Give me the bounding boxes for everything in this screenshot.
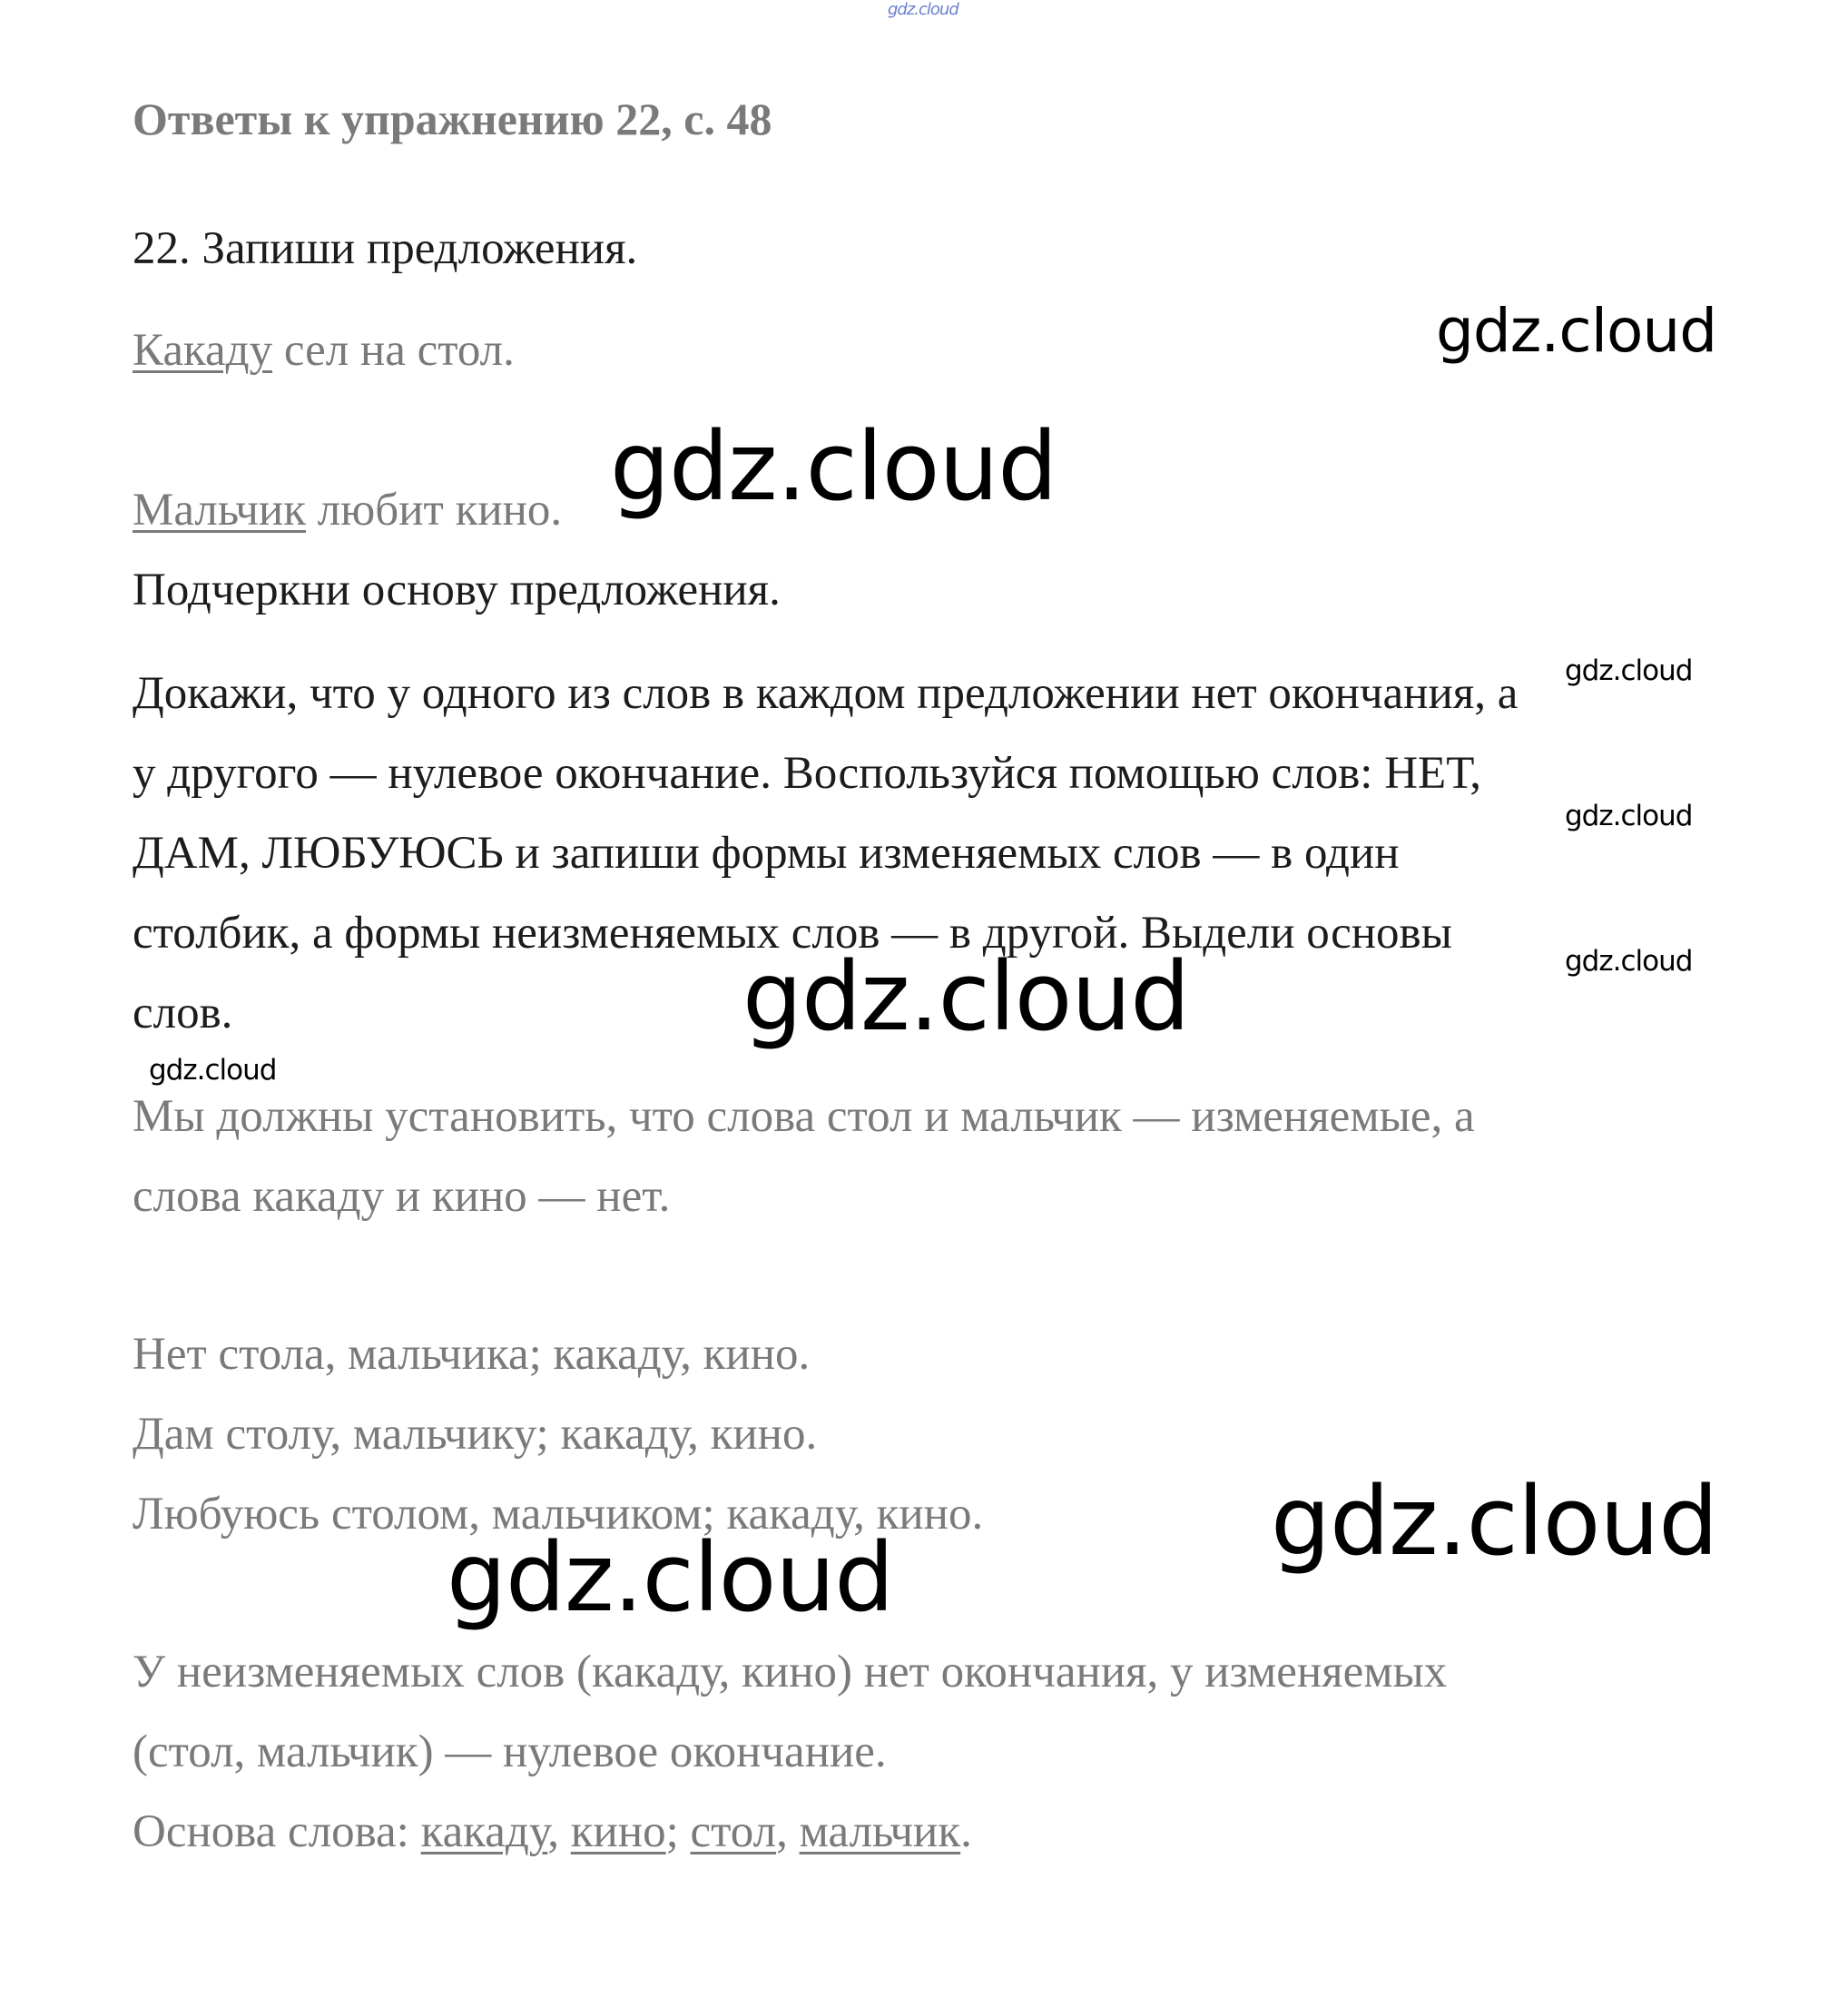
watermark-9: gdz.cloud [447, 1522, 894, 1633]
stem-kakadu: какаду [420, 1806, 548, 1857]
instruction-line-5: слов. [133, 988, 233, 1038]
watermark-1: gdz.cloud [1436, 296, 1717, 366]
answer-form-2: Дам столу, мальчику; какаду, кино. [133, 1409, 818, 1460]
sentence-1-rest: сел на стол. [272, 325, 515, 376]
stems-prefix: Основа слова: [133, 1806, 421, 1857]
watermark-8: gdz.cloud [1271, 1466, 1718, 1577]
stems-sep-3: , [776, 1806, 800, 1857]
answer-intro-line-1: Мы должны установить, что слова стол и мальчик — изменяемые, а [133, 1091, 1475, 1142]
sentence-2-subject: Мальчик [133, 485, 306, 536]
instruction-underline: Подчеркни основу предложения. [133, 565, 781, 615]
answer-form-3: Любуюсь столом, мальчиком; какаду, кино. [133, 1489, 984, 1540]
instruction-line-3: ДАМ, ЛЮБУЮСЬ и запиши формы изменяемых слов — в один [133, 828, 1400, 879]
instruction-line-1: Докажи, что у одного из слов в каждом предложении нет окончания, а [133, 668, 1519, 719]
instruction-line-2: у другого — нулевое окончание. Воспользуйся помощью слов: НЕТ, [133, 748, 1481, 799]
stem-malchik: мальчик [799, 1806, 961, 1857]
watermark-2: gdz.cloud [610, 411, 1057, 522]
stem-kino: кино [570, 1806, 666, 1857]
sentence-1 [133, 323, 515, 378]
page-title: Ответы к упражнению 22, с. 48 [133, 93, 772, 144]
watermark-top: gdz.cloud [888, 0, 958, 19]
watermark-5: gdz.cloud [1565, 945, 1693, 978]
watermark-7: gdz.cloud [149, 1054, 277, 1087]
task-heading: 22. Запиши предложения. [133, 223, 638, 274]
watermark-6: gdz.cloud [742, 941, 1190, 1052]
watermark-3: gdz.cloud [1565, 654, 1693, 687]
stems-sep-2: ; [665, 1806, 691, 1857]
sentence-1-subject: Какаду [133, 325, 273, 376]
stems-sep-1: , [547, 1806, 571, 1857]
answer-form-1: Нет стола, мальчика; какаду, кино. [133, 1329, 811, 1380]
instruction-line-4: столбик, а формы неизменяемых слов — в другой. Выдели основы [133, 908, 1452, 959]
stems-end: . [960, 1806, 972, 1857]
sentence-2 [133, 483, 562, 537]
watermark-4: gdz.cloud [1565, 800, 1693, 832]
sentence-2-rest: любит кино. [305, 485, 563, 536]
answer-conclusion-line-2: (стол, мальчик) — нулевое окончание. [133, 1726, 887, 1777]
answer-conclusion-line-1: У неизменяемых слов (какаду, кино) нет окончания, у изменяемых [133, 1647, 1448, 1697]
stem-stol: стол [690, 1806, 777, 1857]
answer-intro-line-2: слова какаду и кино — нет. [133, 1171, 671, 1222]
answer-stems [133, 1805, 972, 1859]
